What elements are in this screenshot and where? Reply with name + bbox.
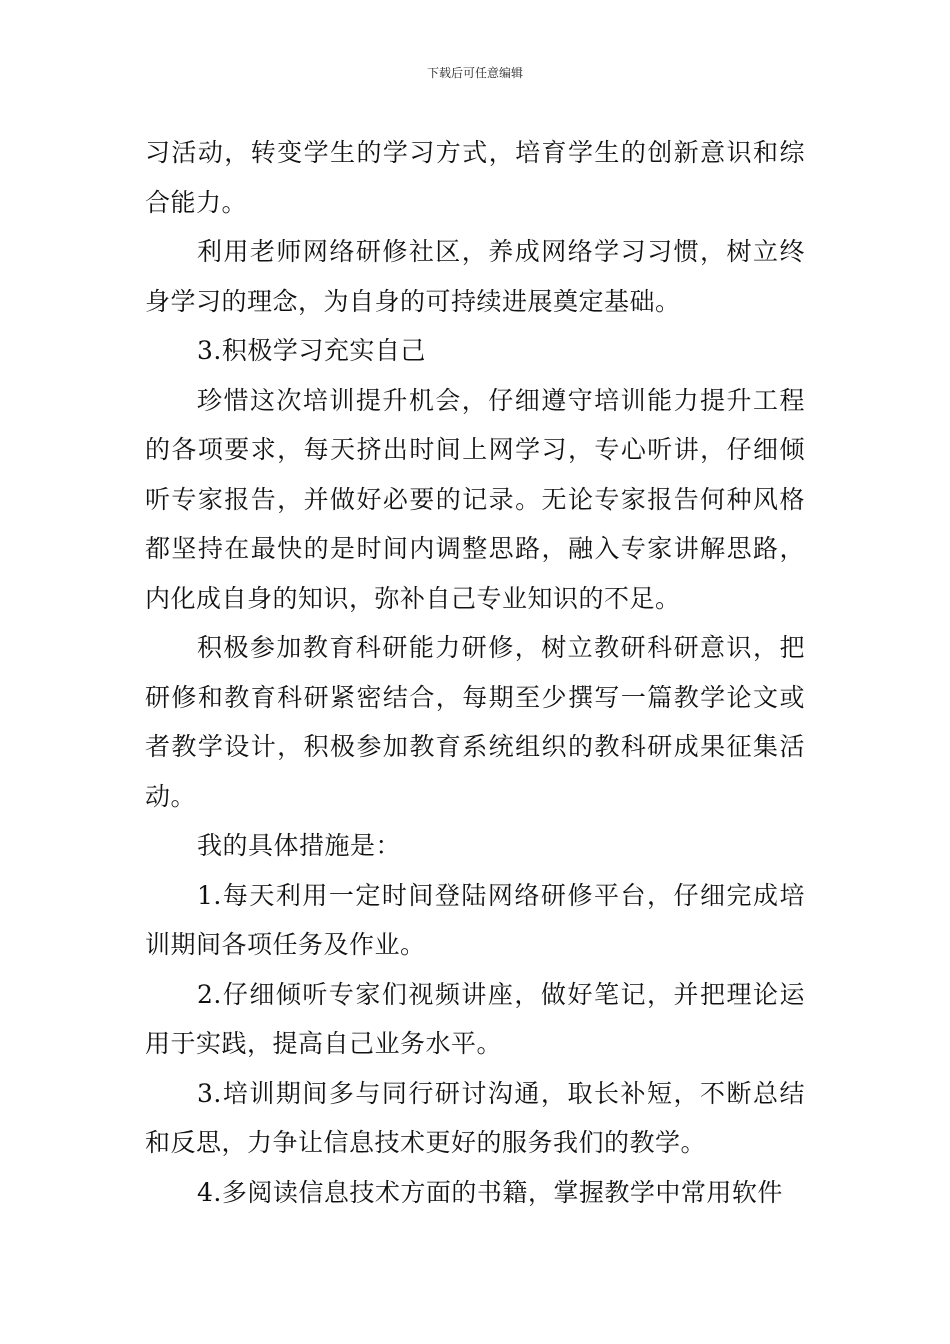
measure-item-3: 3.培训期间多与同行研讨沟通，取长补短，不断总结和反思，力争让信息技术更好的服务我们的教学。 <box>145 1078 805 1157</box>
page-header: 下载后可任意编辑 <box>426 66 523 80</box>
measure-item-1: 1.每天利用一定时间登陆网络研修平台，仔细完成培训期间各项任务及作业。 <box>145 880 805 959</box>
paragraph-2: 利用老师网络研修社区，养成网络学习习惯，树立终身学习的理念，为自身的可持续进展奠定基础。 <box>145 237 805 316</box>
paragraph-4: 珍惜这次培训提升机会，仔细遵守培训能力提升工程的各项要求，每天挤出时间上网学习，专心听讲，仔细倾听专家报告，并做好必要的记录。无论专家报告何种风格都坚持在最快的是时间内调整思路，融入专家讲解思路，内化成自身的知识，弥补自己专业知识的不足。 <box>145 385 805 613</box>
measure-item-4: 4.多阅读信息技术方面的书籍，掌握教学中常用软件 <box>197 1177 783 1207</box>
measures-intro: 我的具体措施是： <box>197 831 402 860</box>
paragraph-1: 习活动，转变学生的学习方式，培育学生的创新意识和综合能力。 <box>145 138 805 217</box>
document-body <box>145 128 805 1217</box>
paragraph-5: 积极参加教育科研能力研修，树立教研科研意识，把研修和教育科研紧密结合，每期至少撰写一篇教学论文或者教学设计，积极参加教育系统组织的教科研成果征集活动。 <box>145 633 805 811</box>
section-heading-3: 3.积极学习充实自己 <box>197 336 426 365</box>
measure-item-2: 2.仔细倾听专家们视频讲座，做好笔记，并把理论运用于实践，提高自己业务水平。 <box>145 979 805 1058</box>
